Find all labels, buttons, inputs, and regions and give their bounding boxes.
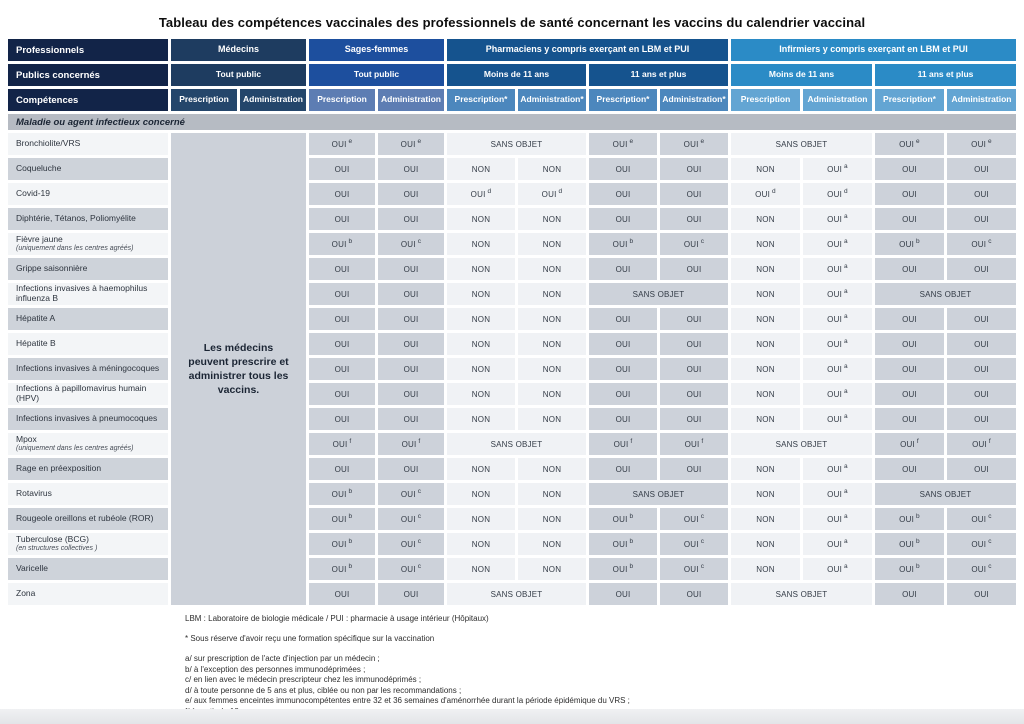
header-public-cell: Tout public — [309, 64, 444, 86]
row-label: Varicelle — [8, 558, 168, 580]
table-cell: OUI f — [947, 433, 1016, 455]
table-cell: OUI b — [875, 508, 944, 530]
row-label: Coqueluche — [8, 158, 168, 180]
table-cell: OUI — [947, 383, 1016, 405]
header-group-1: Médecins — [171, 39, 306, 61]
table-cell: OUI a — [803, 408, 872, 430]
header-public-cell: Tout public — [171, 64, 306, 86]
row-label: Bronchiolite/VRS — [8, 133, 168, 155]
table-cell: OUI — [875, 583, 944, 605]
table-cell: OUI — [378, 583, 444, 605]
table-cell: OUI — [378, 308, 444, 330]
table-cell: OUI — [309, 158, 375, 180]
table-cell: OUI d — [731, 183, 800, 205]
table-cell: OUI e — [947, 133, 1016, 155]
table-cell: OUI e — [660, 133, 728, 155]
table-cell: OUI a — [803, 208, 872, 230]
table-cell: OUI — [660, 183, 728, 205]
table-cell: OUI — [660, 308, 728, 330]
table-cell: OUI — [309, 283, 375, 305]
table-cell: SANS OBJET — [447, 433, 586, 455]
table-cell: OUI b — [309, 483, 375, 505]
table-cell: NON — [447, 458, 515, 480]
page-bottom-edge — [0, 709, 1024, 724]
table-cell: OUI a — [803, 358, 872, 380]
table-cell: OUI f — [660, 433, 728, 455]
table-cell: OUI e — [875, 133, 944, 155]
table-cell: OUI — [875, 408, 944, 430]
table-cell: NON — [518, 283, 586, 305]
footnote-line: e/ aux femmes enceintes immunocompétentes entre 32 et 36 semaines d'aménorrhée durant la période épidémique du VRS ; — [185, 696, 630, 705]
table-cell: OUI f — [378, 433, 444, 455]
table-cell: SANS OBJET — [731, 133, 872, 155]
table-cell: OUI — [309, 458, 375, 480]
header-competence-cell: Administration* — [660, 89, 728, 111]
table-cell: OUI c — [947, 233, 1016, 255]
table-cell: NON — [447, 158, 515, 180]
table-cell: OUI — [875, 383, 944, 405]
table-cell: OUI — [378, 358, 444, 380]
table-cell: OUI a — [803, 283, 872, 305]
table-cell: OUI — [875, 258, 944, 280]
header-competence-cell: Prescription — [731, 89, 800, 111]
table-cell: NON — [447, 233, 515, 255]
table-cell: OUI c — [378, 558, 444, 580]
table-cell: NON — [731, 208, 800, 230]
header-group-4: Infirmiers y compris exerçant en LBM et PUI — [731, 39, 1016, 61]
table-cell: OUI — [875, 458, 944, 480]
row-label: Tuberculose (BCG) (en structures collectives ) — [8, 533, 168, 555]
table-cell: SANS OBJET — [589, 483, 728, 505]
table-cell: OUI — [309, 258, 375, 280]
table-cell: OUI d — [447, 183, 515, 205]
table-cell: OUI e — [589, 133, 657, 155]
header-competence-cell: Administration* — [518, 89, 586, 111]
table-cell: NON — [731, 333, 800, 355]
table-cell: SANS OBJET — [875, 483, 1016, 505]
table-cell: OUI b — [875, 233, 944, 255]
table-cell: OUI — [947, 308, 1016, 330]
header-competence-cell: Administration — [947, 89, 1016, 111]
table-cell: NON — [447, 283, 515, 305]
table-cell: OUI a — [803, 308, 872, 330]
table-cell: OUI f — [589, 433, 657, 455]
header-competence-cell: Prescription — [309, 89, 375, 111]
table-cell: OUI — [947, 258, 1016, 280]
table-cell: OUI a — [803, 158, 872, 180]
row-label: Hépatite A — [8, 308, 168, 330]
row-label: Infections invasives à pneumocoques — [8, 408, 168, 430]
row-label: Covid-19 — [8, 183, 168, 205]
table-cell: OUI — [589, 408, 657, 430]
table-cell: OUI — [660, 408, 728, 430]
table-cell: OUI — [947, 408, 1016, 430]
table-cell: OUI — [947, 183, 1016, 205]
table-cell: NON — [731, 233, 800, 255]
table-cell: NON — [518, 533, 586, 555]
header-public-cell: Moins de 11 ans — [731, 64, 872, 86]
row-label: Infections invasives à méningocoques — [8, 358, 168, 380]
table-cell: NON — [518, 258, 586, 280]
table-cell: SANS OBJET — [589, 283, 728, 305]
table-cell: NON — [731, 533, 800, 555]
header-competence-cell: Prescription* — [875, 89, 944, 111]
table-cell: OUI — [947, 358, 1016, 380]
table-cell: OUI b — [309, 533, 375, 555]
header-professionnels-label: Professionnels — [8, 39, 168, 61]
table-cell: NON — [447, 358, 515, 380]
table-cell: NON — [518, 383, 586, 405]
table-cell: OUI — [947, 583, 1016, 605]
table-cell: OUI c — [660, 558, 728, 580]
table-cell: OUI — [589, 308, 657, 330]
header-group-2: Sages-femmes — [309, 39, 444, 61]
table-cell: OUI c — [378, 533, 444, 555]
table-cell: OUI c — [660, 533, 728, 555]
table-cell: SANS OBJET — [447, 583, 586, 605]
table-cell: OUI — [589, 183, 657, 205]
table-cell: OUI — [875, 308, 944, 330]
table-cell: OUI c — [660, 233, 728, 255]
header-competence-cell: Administration — [378, 89, 444, 111]
table-cell: SANS OBJET — [447, 133, 586, 155]
table-cell: NON — [518, 208, 586, 230]
table-cell: OUI f — [875, 433, 944, 455]
table-cell: OUI b — [309, 233, 375, 255]
table-cell: OUI c — [378, 508, 444, 530]
table-cell: OUI a — [803, 533, 872, 555]
table-cell: OUI b — [875, 558, 944, 580]
table-cell: OUI b — [589, 508, 657, 530]
table-cell: OUI — [378, 383, 444, 405]
competency-table — [8, 39, 1016, 605]
table-cell: NON — [518, 158, 586, 180]
table-cell: OUI — [875, 358, 944, 380]
table-cell: OUI — [378, 408, 444, 430]
row-label: Infections à papillomavirus humain (HPV) — [8, 383, 168, 405]
header-competence-cell: Administration — [240, 89, 306, 111]
row-label: Mpox (uniquement dans les centres agréés) — [8, 433, 168, 455]
table-cell: OUI b — [589, 233, 657, 255]
table-cell: OUI c — [378, 483, 444, 505]
table-cell: OUI — [309, 183, 375, 205]
table-cell: OUI b — [309, 558, 375, 580]
table-cell: OUI — [378, 258, 444, 280]
table-cell: OUI a — [803, 508, 872, 530]
table-cell: OUI c — [378, 233, 444, 255]
footnote-line: c/ en lien avec le médecin prescripteur chez les immunodéprimés ; — [185, 675, 422, 684]
footnote-list — [185, 654, 1024, 717]
table-cell: NON — [731, 258, 800, 280]
table-cell: NON — [447, 308, 515, 330]
table-cell: OUI e — [378, 133, 444, 155]
table-cell: OUI — [660, 458, 728, 480]
header-competences-label: Compétences — [8, 89, 168, 111]
table-cell: OUI c — [947, 508, 1016, 530]
table-cell: NON — [731, 158, 800, 180]
row-label: Diphtérie, Tétanos, Poliomyélite — [8, 208, 168, 230]
table-cell: NON — [731, 508, 800, 530]
table-cell: OUI a — [803, 333, 872, 355]
table-cell: OUI — [309, 208, 375, 230]
header-competence-cell: Administration — [803, 89, 872, 111]
table-cell: OUI — [378, 458, 444, 480]
table-cell: NON — [447, 558, 515, 580]
row-label: Grippe saisonnière — [8, 258, 168, 280]
table-cell: NON — [518, 408, 586, 430]
table-cell: OUI — [875, 183, 944, 205]
table-cell: NON — [731, 383, 800, 405]
table-cell: NON — [731, 558, 800, 580]
table-cell: NON — [518, 233, 586, 255]
table-cell: OUI — [309, 358, 375, 380]
table-cell: NON — [447, 258, 515, 280]
table-cell: OUI — [309, 583, 375, 605]
table-cell: NON — [518, 458, 586, 480]
table-cell: NON — [731, 283, 800, 305]
row-label: Zona — [8, 583, 168, 605]
table-cell: OUI — [589, 158, 657, 180]
table-cell: OUI a — [803, 233, 872, 255]
page-title: Tableau des compétences vaccinales des professionnels de santé concernant les vaccins du calendrier vaccinal — [158, 15, 866, 30]
abbreviations-note: LBM : Laboratoire de biologie médicale / PUI : pharmacie à usage intérieur (Hôpitaux) — [185, 614, 489, 623]
table-cell: SANS OBJET — [731, 433, 872, 455]
table-cell: OUI — [378, 183, 444, 205]
header-public-cell: Moins de 11 ans — [447, 64, 586, 86]
table-cell: OUI a — [803, 258, 872, 280]
header-competence-cell: Prescription* — [589, 89, 657, 111]
header-public-cell: 11 ans et plus — [589, 64, 728, 86]
row-label: Rougeole oreillons et rubéole (ROR) — [8, 508, 168, 530]
table-cell: OUI — [378, 333, 444, 355]
table-cell: OUI — [589, 208, 657, 230]
table-cell: OUI — [660, 158, 728, 180]
header-publics-label: Publics concernés — [8, 64, 168, 86]
table-cell: OUI — [660, 583, 728, 605]
header-group-3: Pharmaciens y compris exerçant en LBM et PUI — [447, 39, 728, 61]
table-cell: OUI — [947, 458, 1016, 480]
table-cell: NON — [447, 533, 515, 555]
table-cell: OUI a — [803, 483, 872, 505]
table-cell: OUI — [309, 333, 375, 355]
table-cell: OUI — [309, 408, 375, 430]
table-cell: OUI d — [518, 183, 586, 205]
table-cell: OUI c — [947, 533, 1016, 555]
table-cell: OUI — [309, 308, 375, 330]
table-cell: OUI — [660, 208, 728, 230]
table-cell: OUI — [660, 383, 728, 405]
table-cell: OUI — [589, 583, 657, 605]
table-cell: OUI — [660, 258, 728, 280]
table-cell: NON — [447, 508, 515, 530]
table-cell: OUI d — [803, 183, 872, 205]
row-label: Fièvre jaune (uniquement dans les centres agréés) — [8, 233, 168, 255]
table-cell: NON — [731, 483, 800, 505]
table-cell: NON — [731, 308, 800, 330]
row-label: Rage en préexposition — [8, 458, 168, 480]
table-cell: OUI — [309, 383, 375, 405]
table-cell: OUI — [378, 208, 444, 230]
footnote-line: b/ à l'exception des personnes immunodéprimées ; — [185, 664, 366, 674]
table-cell: NON — [731, 458, 800, 480]
medecins-note-cell: Les médecins peuvent prescrire et administrer tous les vaccins. — [171, 133, 306, 605]
table-cell: OUI b — [875, 533, 944, 555]
table-cell: OUI c — [660, 508, 728, 530]
table-cell: NON — [731, 408, 800, 430]
table-cell: NON — [518, 333, 586, 355]
table-cell: NON — [518, 483, 586, 505]
section-header: Maladie ou agent infectieux concerné — [8, 114, 1016, 130]
table-cell: NON — [518, 358, 586, 380]
table-cell: NON — [731, 358, 800, 380]
table-cell: OUI — [378, 283, 444, 305]
table-cell: OUI f — [309, 433, 375, 455]
table-cell: OUI a — [803, 383, 872, 405]
table-cell: OUI a — [803, 458, 872, 480]
table-cell: OUI — [947, 333, 1016, 355]
table-cell: OUI — [875, 208, 944, 230]
table-cell: OUI — [947, 158, 1016, 180]
header-competence-cell: Prescription — [171, 89, 237, 111]
footnote-line: d/ à toute personne de 5 ans et plus, ciblée ou non par les recommandations ; — [185, 685, 462, 695]
row-label: Rotavirus — [8, 483, 168, 505]
table-cell: NON — [518, 308, 586, 330]
asterisk-note: * Sous réserve d'avoir reçu une formation spécifique sur la vaccination — [185, 634, 435, 643]
table-cell: OUI — [660, 333, 728, 355]
table-cell: OUI a — [803, 558, 872, 580]
table-cell: OUI — [660, 358, 728, 380]
table-cell: OUI b — [589, 533, 657, 555]
header-competence-cell: Prescription* — [447, 89, 515, 111]
footer-notes — [185, 614, 1024, 717]
table-cell: OUI — [589, 333, 657, 355]
table-cell: NON — [447, 333, 515, 355]
table-cell: OUI — [589, 458, 657, 480]
table-cell: OUI — [589, 258, 657, 280]
header-public-cell: 11 ans et plus — [875, 64, 1016, 86]
table-cell: OUI — [875, 158, 944, 180]
table-cell: NON — [447, 408, 515, 430]
table-cell: NON — [518, 508, 586, 530]
table-cell: NON — [447, 383, 515, 405]
row-label: Hépatite B — [8, 333, 168, 355]
table-cell: NON — [447, 483, 515, 505]
table-cell: OUI b — [589, 558, 657, 580]
row-label: Infections invasives à haemophilus influenza B — [8, 283, 168, 305]
table-cell: SANS OBJET — [875, 283, 1016, 305]
footnote-line: a/ sur prescription de l'acte d'injection par un médecin ; — [185, 654, 380, 663]
table-cell: NON — [447, 208, 515, 230]
table-cell: OUI — [947, 208, 1016, 230]
table-cell: OUI c — [947, 558, 1016, 580]
table-cell: OUI — [875, 333, 944, 355]
table-cell: OUI b — [309, 508, 375, 530]
table-cell: SANS OBJET — [731, 583, 872, 605]
table-cell: OUI e — [309, 133, 375, 155]
table-cell: NON — [518, 558, 586, 580]
table-cell: OUI — [589, 383, 657, 405]
table-cell: OUI — [589, 358, 657, 380]
table-cell: OUI — [378, 158, 444, 180]
